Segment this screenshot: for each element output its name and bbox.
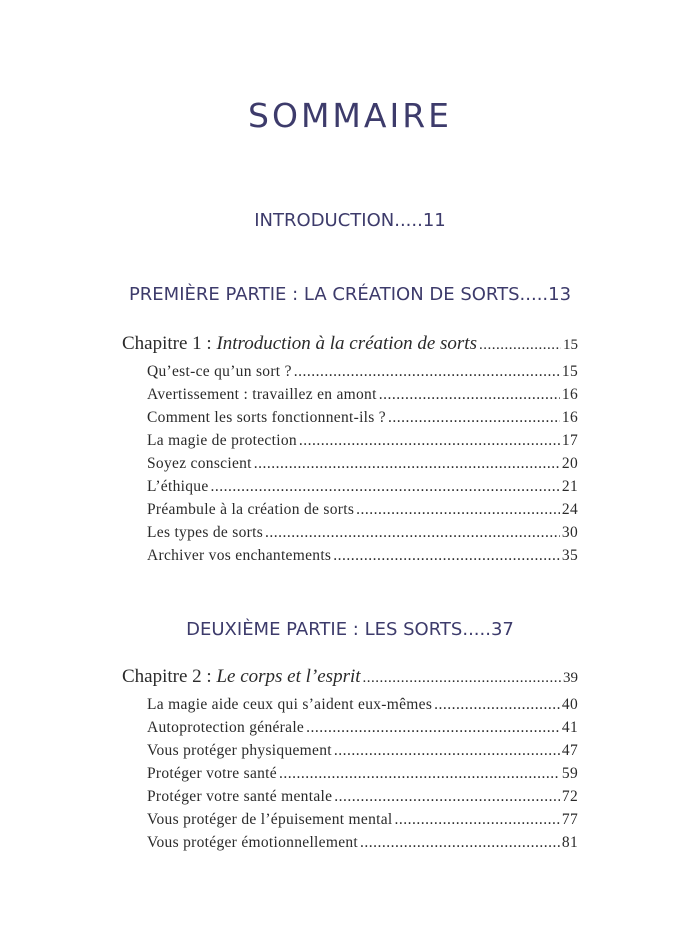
dot-leader bbox=[360, 834, 560, 852]
dot-leader bbox=[333, 547, 560, 565]
dot-leader bbox=[479, 333, 561, 355]
dot-leader bbox=[388, 409, 560, 427]
toc-entry-label: Comment les sorts fonctionnent-ils ? bbox=[147, 409, 386, 426]
toc-entry-label: Protéger votre santé mentale bbox=[147, 788, 333, 805]
toc-entry-page: 20 bbox=[561, 455, 578, 472]
toc-entry-label: Préambule à la création de sorts bbox=[147, 501, 355, 518]
dot-leader bbox=[279, 765, 560, 783]
toc-entry-label: Qu’est-ce qu’un sort ? bbox=[147, 363, 292, 380]
dot-leader bbox=[356, 501, 560, 519]
part2-toc bbox=[122, 666, 578, 857]
toc-entry-page: 41 bbox=[561, 719, 578, 736]
toc-entry-page: 77 bbox=[561, 811, 578, 828]
chapter-2-row bbox=[122, 666, 578, 696]
dot-leader bbox=[395, 811, 560, 829]
toc-entry-label: Avertissement : travaillez en amont bbox=[147, 386, 377, 403]
chapter-1-label bbox=[122, 333, 477, 355]
toc-entry bbox=[122, 547, 578, 570]
toc-entry-label: Archiver vos enchantements bbox=[147, 547, 332, 564]
toc-entry-label: Autoprotection générale bbox=[147, 719, 305, 736]
toc-entry bbox=[122, 478, 578, 501]
dot-leader bbox=[434, 696, 560, 714]
toc-entry-page: 81 bbox=[561, 834, 578, 851]
toc-entry bbox=[122, 788, 578, 811]
toc-entry-page: 21 bbox=[561, 478, 578, 495]
dot-leader bbox=[334, 742, 560, 760]
dot-leader bbox=[299, 432, 560, 450]
part1-toc bbox=[122, 333, 578, 570]
toc-entry-label: Soyez conscient bbox=[147, 455, 252, 472]
dot-leader bbox=[254, 455, 560, 473]
part2-heading: DEUXIÈME PARTIE : LES SORTS.....37 bbox=[186, 619, 514, 640]
toc-entry bbox=[122, 363, 578, 386]
toc-entry bbox=[122, 524, 578, 547]
toc-entry-page: 59 bbox=[561, 765, 578, 782]
introduction-heading: INTRODUCTION.....11 bbox=[254, 210, 446, 231]
toc-entry-label: La magie aide ceux qui s’aident eux-mêmes bbox=[147, 696, 433, 713]
chapter-1-prefix: Chapitre 1 : bbox=[122, 333, 217, 354]
toc-entry-label: Vous protéger physiquement bbox=[147, 742, 332, 759]
toc-entry-label: Vous protéger émotionnellement bbox=[147, 834, 359, 851]
toc-entry bbox=[122, 455, 578, 478]
toc-entry-page: 24 bbox=[561, 501, 578, 518]
toc-entry-label: Protéger votre santé bbox=[147, 765, 277, 782]
toc-entry-page: 35 bbox=[561, 547, 578, 564]
toc-entry-label: L’éthique bbox=[147, 478, 209, 495]
toc-entry-page: 15 bbox=[561, 363, 578, 380]
toc-entry-label: Les types de sorts bbox=[147, 524, 264, 541]
dot-leader bbox=[334, 788, 560, 806]
dot-leader bbox=[211, 478, 560, 496]
chapter-2-prefix: Chapitre 2 : bbox=[122, 666, 217, 687]
dot-leader bbox=[294, 363, 560, 381]
chapter-1-row bbox=[122, 333, 578, 363]
toc-entry bbox=[122, 719, 578, 742]
toc-entry-page: 16 bbox=[561, 386, 578, 403]
page-title: SOMMAIRE bbox=[248, 96, 452, 135]
toc-entry-page: 30 bbox=[561, 524, 578, 541]
toc-entry-page: 40 bbox=[561, 696, 578, 713]
toc-entry-page: 72 bbox=[561, 788, 578, 805]
toc-entry bbox=[122, 742, 578, 765]
toc-entry-page: 17 bbox=[561, 432, 578, 449]
toc-entry-label: Vous protéger de l’épuisement mental bbox=[147, 811, 393, 828]
dot-leader bbox=[379, 386, 560, 404]
toc-entry bbox=[122, 409, 578, 432]
chapter-2-title: Le corps et l’esprit bbox=[216, 666, 361, 687]
part1-heading: PREMIÈRE PARTIE : LA CRÉATION DE SORTS.....13 bbox=[128, 284, 572, 305]
toc-entry bbox=[122, 432, 578, 455]
toc-entry-label: La magie de protection bbox=[147, 432, 297, 449]
toc-entry-page: 47 bbox=[561, 742, 578, 759]
chapter-1-page: 15 bbox=[563, 337, 578, 353]
toc-entry-page: 16 bbox=[561, 409, 578, 426]
chapter-2-label bbox=[122, 666, 361, 688]
toc-entry bbox=[122, 501, 578, 524]
toc-entry bbox=[122, 811, 578, 834]
toc-entry bbox=[122, 765, 578, 788]
toc-entry bbox=[122, 696, 578, 719]
toc-entry bbox=[122, 834, 578, 857]
chapter-2-page: 39 bbox=[563, 670, 578, 686]
dot-leader bbox=[265, 524, 560, 542]
dot-leader bbox=[363, 666, 561, 688]
chapter-1-title: Introduction à la création de sorts bbox=[216, 333, 477, 354]
dot-leader bbox=[306, 719, 560, 737]
toc-entry bbox=[122, 386, 578, 409]
